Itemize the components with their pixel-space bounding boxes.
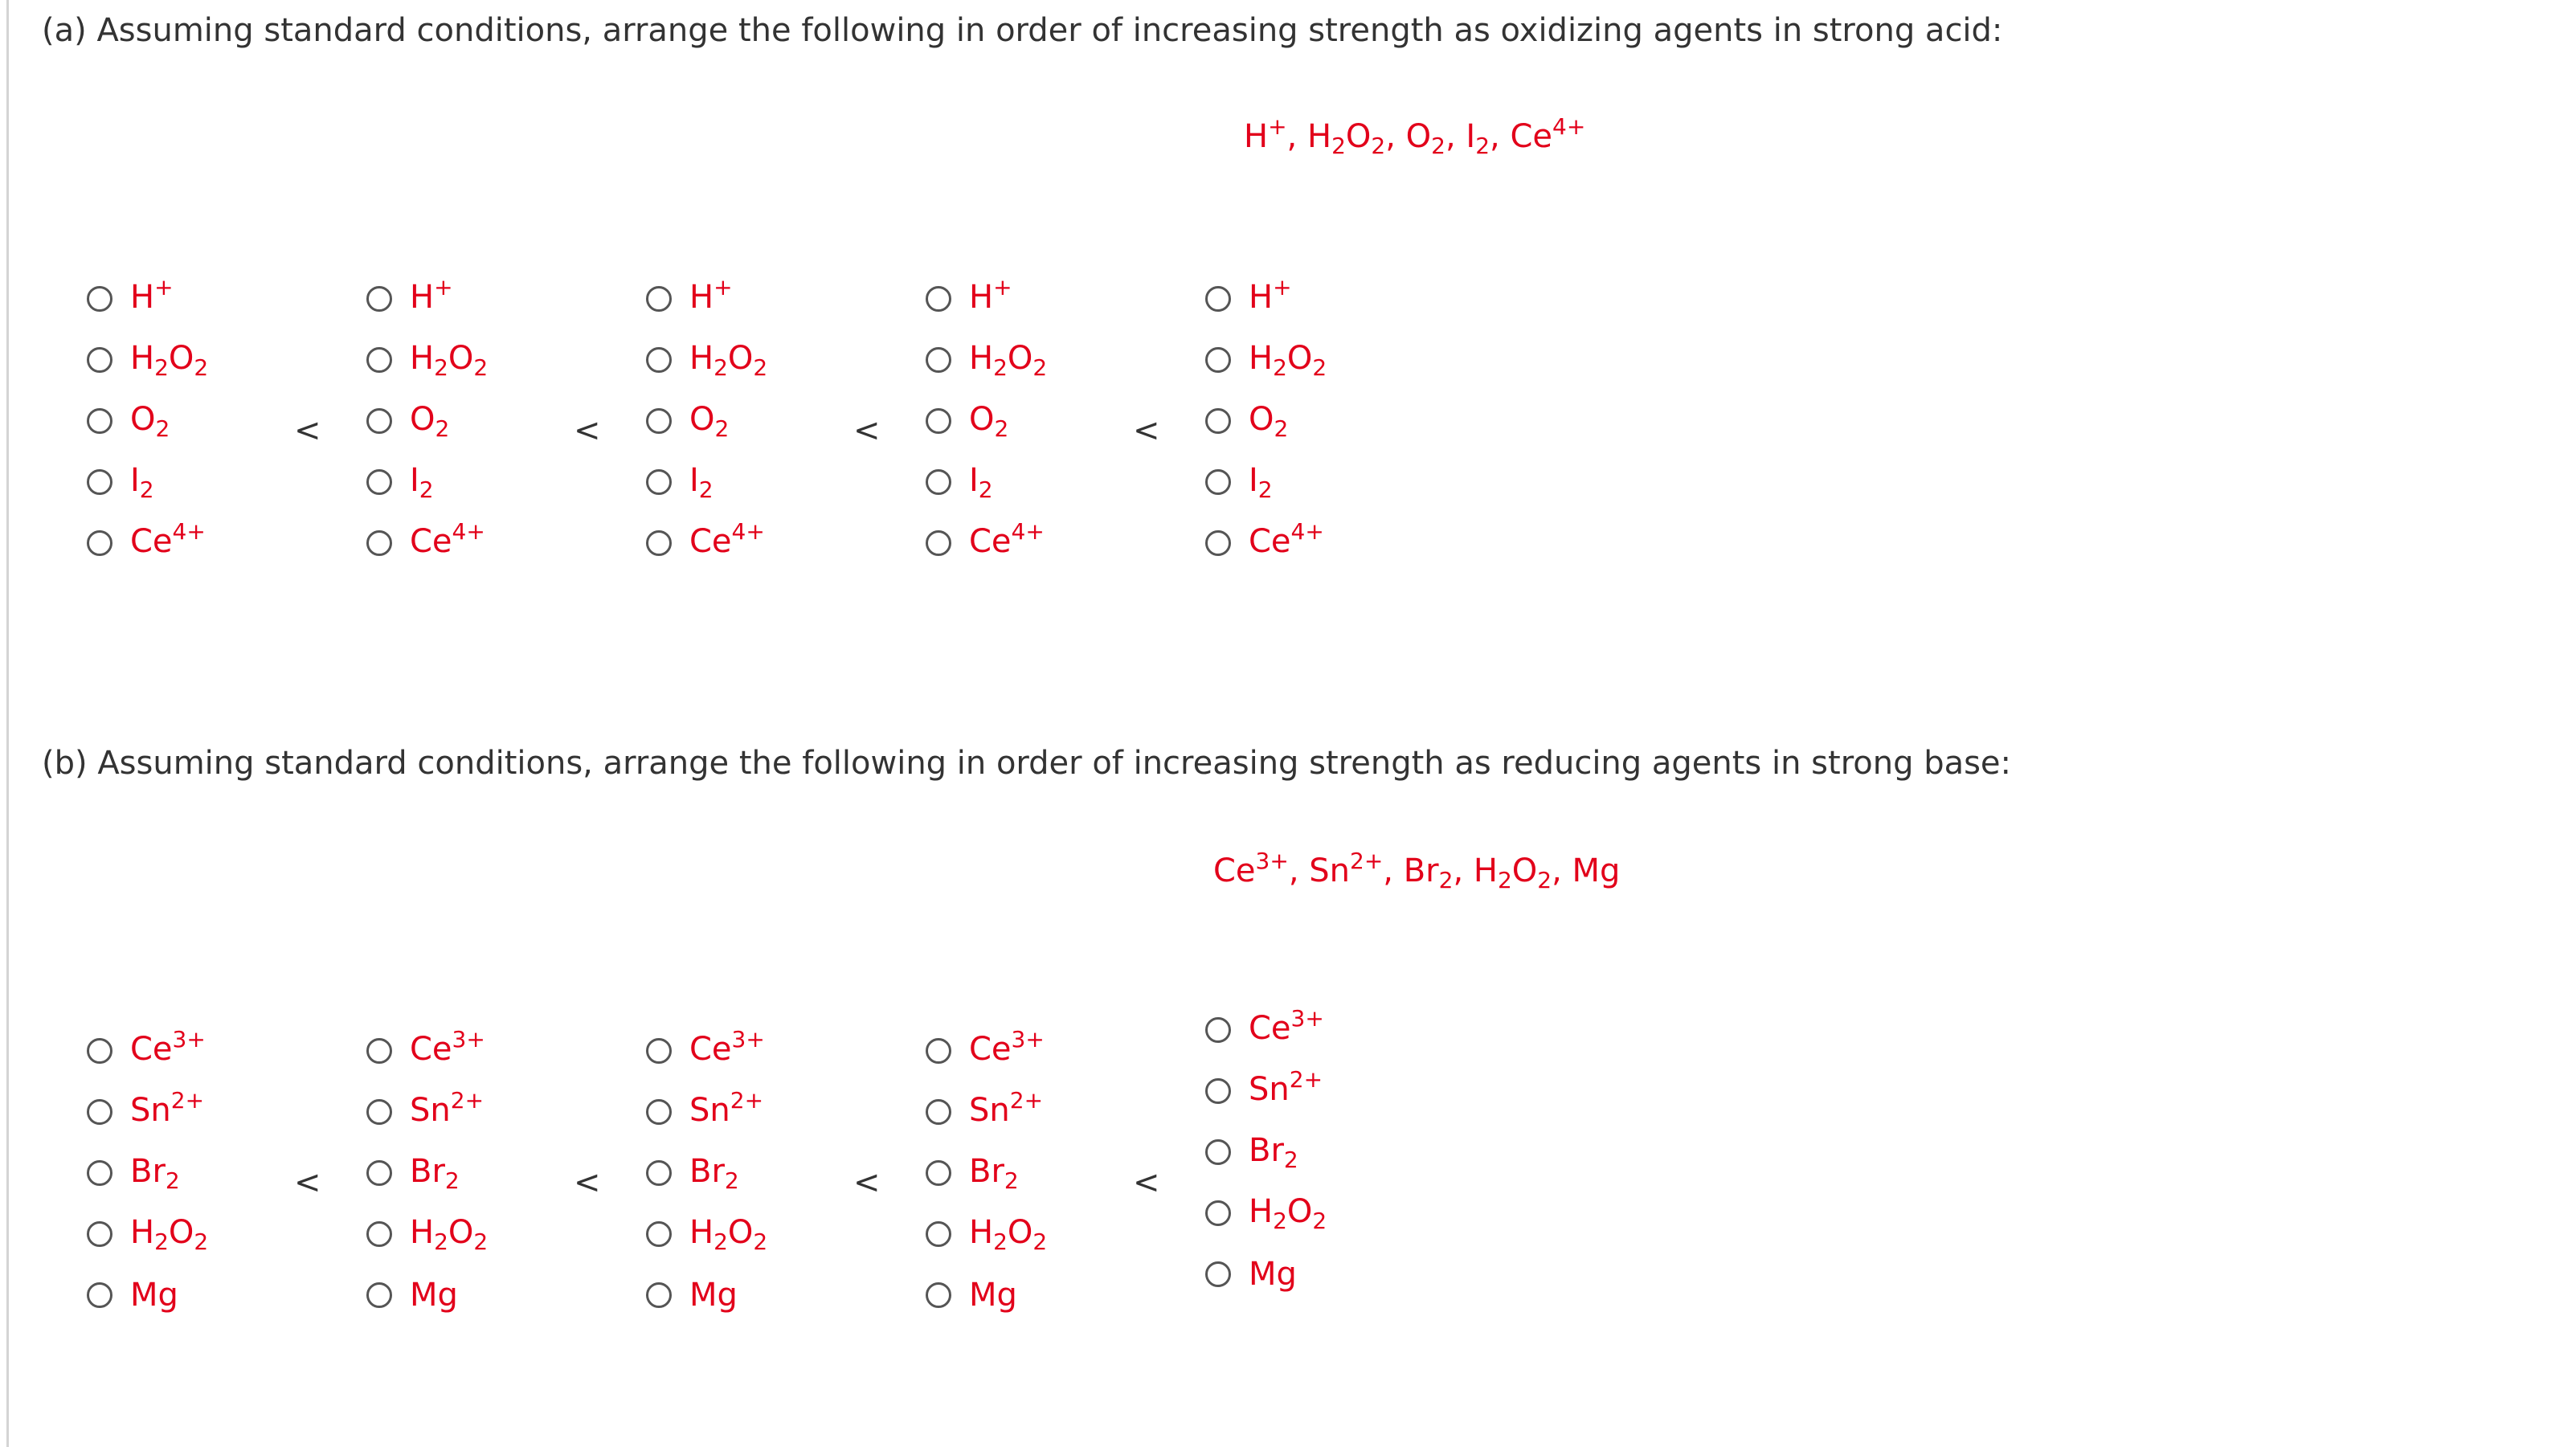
- option-label: $Sn^{2+}$: [410, 1087, 485, 1129]
- option-h2o2[interactable]: [926, 1215, 1047, 1253]
- option-ce3plus[interactable]: [646, 1026, 765, 1070]
- option-label: $O_2$: [969, 401, 1009, 442]
- option-mg[interactable]: [1205, 1255, 1297, 1294]
- option-h2o2[interactable]: [87, 341, 208, 379]
- option-i2[interactable]: [926, 463, 993, 501]
- radio-button[interactable]: [366, 1221, 392, 1247]
- radio-button[interactable]: [87, 1221, 112, 1247]
- option-o2[interactable]: [926, 402, 1008, 440]
- option-label: $Sn^{2+}$: [969, 1087, 1044, 1129]
- option-label: $H_2O_2$: [969, 340, 1048, 381]
- radio-button[interactable]: [87, 286, 112, 312]
- option-br2[interactable]: [1205, 1133, 1298, 1171]
- question-a-text: (a) Assuming standard conditions, arrange the following in order of increasing strength as oxidizing agents in strong acid:: [42, 12, 2003, 49]
- option-label: $H_2O_2$: [689, 1214, 768, 1255]
- option-label: $Sn^{2+}$: [689, 1087, 764, 1129]
- option-label: $Ce^{3+}$: [410, 1026, 485, 1068]
- radio-button[interactable]: [646, 408, 672, 434]
- option-mg[interactable]: [646, 1276, 738, 1314]
- option-h2o2[interactable]: [1205, 341, 1327, 379]
- option-label: $Br_2$: [689, 1153, 739, 1194]
- radio-button[interactable]: [926, 286, 951, 312]
- radio-button[interactable]: [926, 1038, 951, 1064]
- option-ce4plus[interactable]: [1205, 518, 1324, 562]
- radio-button[interactable]: [1205, 1017, 1231, 1043]
- option-mg[interactable]: [366, 1276, 458, 1314]
- radio-button[interactable]: [1205, 1078, 1231, 1104]
- radio-button[interactable]: [87, 1099, 112, 1125]
- option-label: $O_2$: [130, 401, 170, 442]
- radio-button[interactable]: [366, 530, 392, 556]
- option-o2[interactable]: [1205, 402, 1288, 440]
- option-label: $I_2$: [1249, 462, 1273, 503]
- option-label: $Sn^{2+}$: [1249, 1066, 1323, 1108]
- option-label: $Sn^{2+}$: [130, 1087, 205, 1129]
- option-sn2plus[interactable]: [646, 1087, 764, 1131]
- radio-button[interactable]: [1205, 1261, 1231, 1287]
- option-label: $Br_2$: [1249, 1132, 1298, 1173]
- option-o2[interactable]: [646, 402, 729, 440]
- option-hplus[interactable]: [87, 274, 174, 318]
- option-label: $I_2$: [969, 462, 993, 503]
- option-label: $H_2O_2$: [969, 1214, 1048, 1255]
- option-h2o2[interactable]: [366, 1215, 488, 1253]
- option-label: $Ce^{3+}$: [1249, 1005, 1324, 1047]
- radio-button[interactable]: [87, 530, 112, 556]
- radio-button[interactable]: [366, 1099, 392, 1125]
- option-h2o2[interactable]: [646, 341, 767, 379]
- radio-button[interactable]: [646, 1160, 672, 1186]
- radio-button[interactable]: [646, 1282, 672, 1308]
- radio-button[interactable]: [1205, 1139, 1231, 1165]
- option-label: $Br_2$: [410, 1153, 460, 1194]
- radio-button[interactable]: [926, 1282, 951, 1308]
- radio-button[interactable]: [926, 347, 951, 373]
- option-i2[interactable]: [366, 463, 434, 501]
- option-label: $Ce^{3+}$: [969, 1026, 1045, 1068]
- option-label: $H_2O_2$: [410, 340, 489, 381]
- option-label: $I_2$: [410, 462, 434, 503]
- option-o2[interactable]: [366, 402, 449, 440]
- less-than-separator: <: [294, 412, 321, 449]
- option-label: $H_2O_2$: [1249, 1193, 1327, 1234]
- option-h2o2[interactable]: [646, 1215, 767, 1253]
- option-label: $Ce^{3+}$: [130, 1026, 206, 1068]
- radio-button[interactable]: [87, 1160, 112, 1186]
- radio-button[interactable]: [646, 286, 672, 312]
- radio-button[interactable]: [87, 1038, 112, 1064]
- radio-button[interactable]: [926, 1099, 951, 1125]
- species-o2: $O_2$: [1405, 118, 1445, 159]
- option-hplus[interactable]: [646, 274, 733, 318]
- radio-button[interactable]: [1205, 408, 1231, 434]
- less-than-separator: <: [853, 412, 881, 449]
- radio-button[interactable]: [366, 1038, 392, 1064]
- option-label: $Ce^{4+}$: [130, 518, 206, 560]
- radio-button[interactable]: [366, 1282, 392, 1308]
- option-mg[interactable]: [926, 1276, 1017, 1314]
- option-label: H+: [130, 274, 174, 316]
- option-ce3plus[interactable]: [926, 1026, 1045, 1070]
- species-sn2plus: $Sn^{2+}$: [1309, 848, 1384, 889]
- species-list-b: $Ce^{3+}$, $Sn^{2+}$, $Br_2$, $H_2O_2$, Mg: [1213, 848, 1621, 893]
- species-mg: Mg: [1572, 852, 1621, 889]
- option-sn2plus[interactable]: [366, 1087, 485, 1131]
- radio-button[interactable]: [366, 286, 392, 312]
- species-br2: $Br_2$: [1403, 852, 1454, 893]
- species-h2o2: $H_2O_2$: [1306, 118, 1386, 159]
- radio-button[interactable]: [926, 530, 951, 556]
- option-label: Mg: [130, 1277, 178, 1314]
- radio-button[interactable]: [366, 347, 392, 373]
- species-hplus: H+: [1244, 113, 1287, 155]
- radio-button[interactable]: [87, 469, 112, 495]
- option-label: $H_2O_2$: [1249, 340, 1327, 381]
- option-ce4plus[interactable]: [926, 518, 1045, 562]
- option-label: $H_2O_2$: [689, 340, 768, 381]
- option-label: H+: [689, 274, 733, 316]
- option-sn2plus[interactable]: [87, 1087, 205, 1131]
- less-than-separator: <: [853, 1164, 881, 1201]
- option-h2o2[interactable]: [87, 1215, 208, 1253]
- option-i2[interactable]: [646, 463, 714, 501]
- option-ce4plus[interactable]: [366, 518, 485, 562]
- radio-button[interactable]: [1205, 347, 1231, 373]
- option-h2o2[interactable]: [366, 341, 488, 379]
- radio-button[interactable]: [87, 408, 112, 434]
- option-hplus[interactable]: [1205, 274, 1292, 318]
- radio-button[interactable]: [366, 408, 392, 434]
- option-hplus[interactable]: [366, 274, 453, 318]
- option-label: $H_2O_2$: [130, 340, 209, 381]
- less-than-separator: <: [574, 412, 601, 449]
- option-label: $Ce^{3+}$: [689, 1026, 765, 1068]
- question-b-text: (b) Assuming standard conditions, arrange the following in order of increasing strength as reducing agents in strong base:: [42, 745, 2012, 782]
- radio-button[interactable]: [87, 1282, 112, 1308]
- radio-button[interactable]: [926, 469, 951, 495]
- option-ce3plus[interactable]: [87, 1026, 206, 1070]
- option-label: $I_2$: [689, 462, 714, 503]
- option-label: $I_2$: [130, 462, 154, 503]
- option-ce4plus[interactable]: [87, 518, 206, 562]
- option-ce3plus[interactable]: [366, 1026, 485, 1070]
- option-hplus[interactable]: [926, 274, 1012, 318]
- species-ce3plus: $Ce^{3+}$: [1213, 848, 1289, 889]
- radio-button[interactable]: [366, 1160, 392, 1186]
- radio-button[interactable]: [926, 1160, 951, 1186]
- option-label: $O_2$: [1249, 401, 1289, 442]
- species-h2o2: $H_2O_2$: [1473, 852, 1552, 893]
- option-br2[interactable]: [366, 1154, 460, 1192]
- option-label: Mg: [1249, 1256, 1297, 1293]
- less-than-separator: <: [574, 1164, 601, 1201]
- option-label: $Ce^{4+}$: [1249, 518, 1324, 560]
- radio-button[interactable]: [646, 530, 672, 556]
- radio-button[interactable]: [646, 1038, 672, 1064]
- option-label: $O_2$: [410, 401, 450, 442]
- option-label: H+: [410, 274, 453, 316]
- species-i2: $I_2$: [1466, 118, 1490, 159]
- option-label: $Br_2$: [969, 1153, 1019, 1194]
- option-label: $H_2O_2$: [410, 1214, 489, 1255]
- radio-button[interactable]: [366, 469, 392, 495]
- radio-button[interactable]: [926, 408, 951, 434]
- option-label: $Ce^{4+}$: [969, 518, 1045, 560]
- option-h2o2[interactable]: [1205, 1194, 1327, 1232]
- option-br2[interactable]: [87, 1154, 180, 1192]
- option-mg[interactable]: [87, 1276, 178, 1314]
- species-ce4plus: $Ce^{4+}$: [1510, 113, 1586, 155]
- option-label: $Ce^{4+}$: [410, 518, 485, 560]
- radio-button[interactable]: [1205, 286, 1231, 312]
- option-label: $Br_2$: [130, 1153, 180, 1194]
- option-ce4plus[interactable]: [646, 518, 765, 562]
- option-br2[interactable]: [646, 1154, 739, 1192]
- option-label: $Ce^{4+}$: [689, 518, 765, 560]
- option-label: Mg: [689, 1277, 738, 1314]
- radio-button[interactable]: [87, 347, 112, 373]
- option-sn2plus[interactable]: [1205, 1066, 1323, 1110]
- less-than-separator: <: [1133, 412, 1160, 449]
- radio-button[interactable]: [646, 1221, 672, 1247]
- option-label: H+: [1249, 274, 1292, 316]
- left-border: [6, 0, 9, 1447]
- radio-button[interactable]: [646, 347, 672, 373]
- option-label: $H_2O_2$: [130, 1214, 209, 1255]
- option-sn2plus[interactable]: [926, 1087, 1044, 1131]
- option-label: $O_2$: [689, 401, 730, 442]
- radio-button[interactable]: [926, 1221, 951, 1247]
- species-list-a: H+, $H_2O_2$, $O_2$, $I_2$, $Ce^{4+}$: [1244, 113, 1586, 159]
- option-i2[interactable]: [87, 463, 154, 501]
- option-ce3plus[interactable]: [1205, 1005, 1324, 1049]
- less-than-separator: <: [1133, 1164, 1160, 1201]
- less-than-separator: <: [294, 1164, 321, 1201]
- radio-button[interactable]: [1205, 530, 1231, 556]
- radio-button[interactable]: [646, 1099, 672, 1125]
- option-i2[interactable]: [1205, 463, 1273, 501]
- option-o2[interactable]: [87, 402, 170, 440]
- option-label: Mg: [969, 1277, 1017, 1314]
- radio-button[interactable]: [1205, 1200, 1231, 1226]
- option-h2o2[interactable]: [926, 341, 1047, 379]
- option-label: H+: [969, 274, 1012, 316]
- option-label: Mg: [410, 1277, 458, 1314]
- radio-button[interactable]: [1205, 469, 1231, 495]
- radio-button[interactable]: [646, 469, 672, 495]
- option-br2[interactable]: [926, 1154, 1019, 1192]
